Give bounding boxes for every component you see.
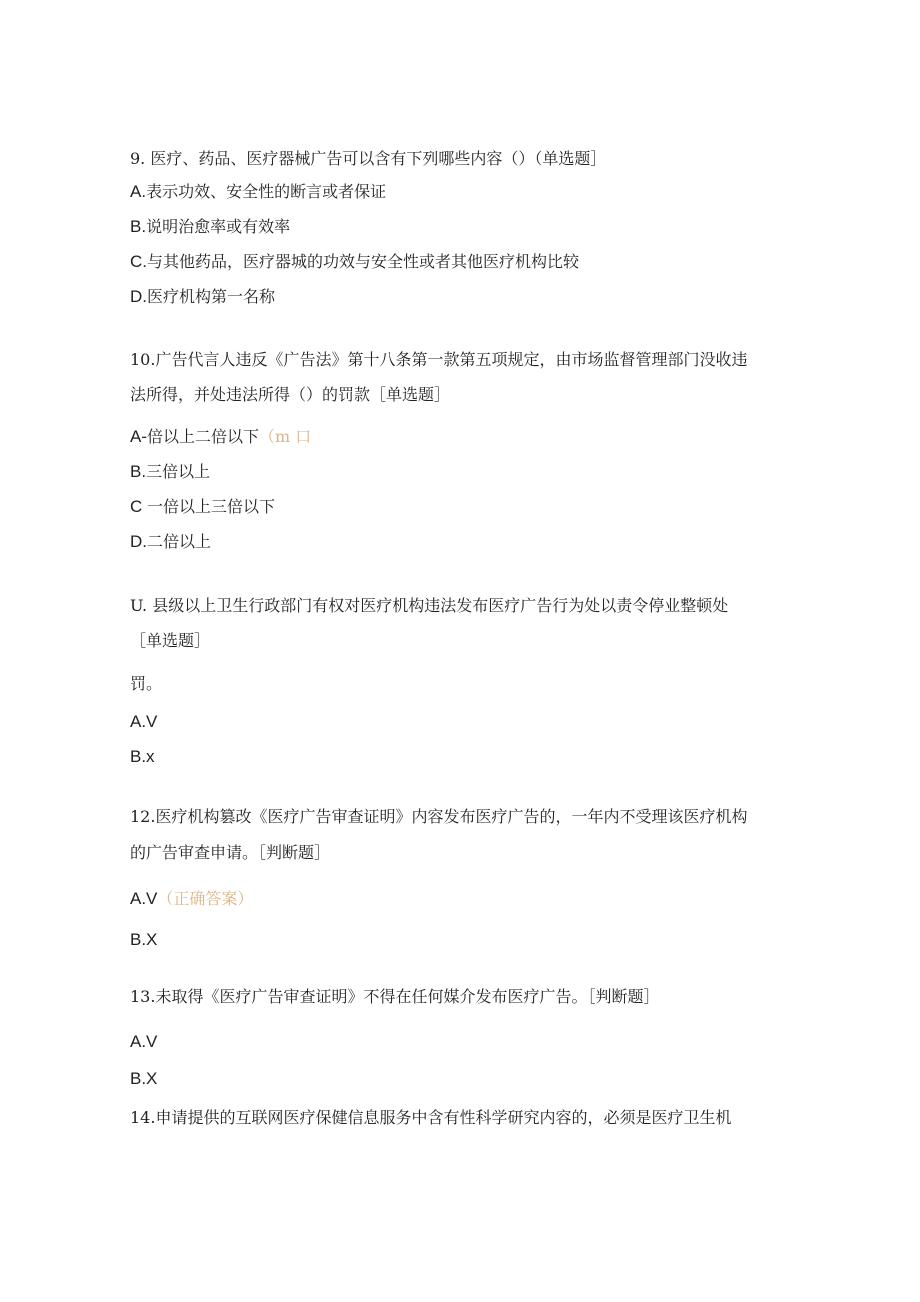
q9-option-b — [130, 216, 290, 238]
q13-option-a — [130, 1031, 157, 1053]
q13-option-b — [130, 1068, 157, 1090]
option-text: 二倍以上 — [147, 532, 212, 551]
q13-stem: 13.未取得《医疗广告审查证明》不得在任何媒介发布医疗广告。［判断题］ — [130, 987, 660, 1006]
q10-stem-line1: 10.广告代言人违反《广告法》第十八条第一款第五项规定，由市场监督管理部门没收违 — [130, 350, 748, 369]
q10-stem-line2: 法所得，并处违法所得（）的罚款［单选题］ — [130, 385, 451, 404]
option-letter: D. — [130, 532, 147, 551]
option-letter: B. — [130, 217, 147, 236]
option-text: 三倍以上 — [146, 462, 211, 481]
q9-option-c — [130, 251, 579, 273]
option-letter: D. — [130, 287, 147, 306]
q9-stem: 9. 医疗、药品、医疗器械广告可以含有下列哪些内容（）（单选题］ — [130, 149, 607, 168]
option-text: A.V — [130, 712, 158, 731]
option-text: 与其他药品，医疗器城的功效与安全性或者其他医疗机构比较 — [147, 252, 580, 271]
option-letter: A. — [130, 182, 147, 201]
option-text: A.V — [130, 1032, 158, 1051]
q14-stem: 14.申请提供的互联网医疗保健信息服务中含有性科学研究内容的，必须是医疗卫生机 — [130, 1108, 732, 1127]
option-text: A.V — [130, 889, 158, 908]
q12-stem-line1: 12.医疗机构篡改《医疗广告审查证明》内容发布医疗广告的，一年内不受理该医疗机构 — [130, 807, 748, 826]
q10-option-c — [130, 496, 275, 518]
q9-option-d — [130, 286, 275, 308]
option-letter: A- — [130, 427, 147, 446]
option-text: 医疗机构第一名称 — [147, 287, 276, 306]
option-letter: B. — [130, 462, 147, 481]
option-text: 一倍以上三倍以下 — [147, 497, 276, 516]
q10-option-a — [130, 426, 311, 448]
q9-option-a — [130, 181, 386, 203]
q12-option-a — [130, 888, 253, 910]
correct-answer-mark: （正确答案） — [157, 889, 254, 908]
q12-stem-line2: 的广告审查申请。［判断题］ — [130, 843, 331, 862]
option-text: 说明治愈率或有效率 — [146, 217, 291, 236]
q10-option-b — [130, 461, 210, 483]
q11-stem-line2: ［单选题］ — [130, 631, 211, 650]
option-letter: C. — [130, 252, 147, 271]
q10-option-d — [130, 531, 211, 553]
q11-stem-line1: U. 县级以上卫生行政部门有权对医疗机构违法发布医疗广告行为处以责令停业整顿处 — [130, 596, 729, 615]
q11-option-a — [130, 711, 157, 733]
option-text: B.X — [130, 930, 158, 949]
q12-option-b — [130, 929, 157, 951]
option-letter: C — [130, 497, 147, 516]
q11-option-b — [130, 746, 155, 768]
option-text: B.X — [130, 1069, 158, 1088]
answer-mark: （m 口 — [259, 427, 312, 446]
option-text: 表示功效、安全性的断言或者保证 — [146, 182, 387, 201]
option-text: B.x — [130, 747, 155, 766]
option-text: 倍以上二倍以下 — [147, 427, 260, 446]
q11-stem-line3: 罚。 — [130, 674, 163, 693]
